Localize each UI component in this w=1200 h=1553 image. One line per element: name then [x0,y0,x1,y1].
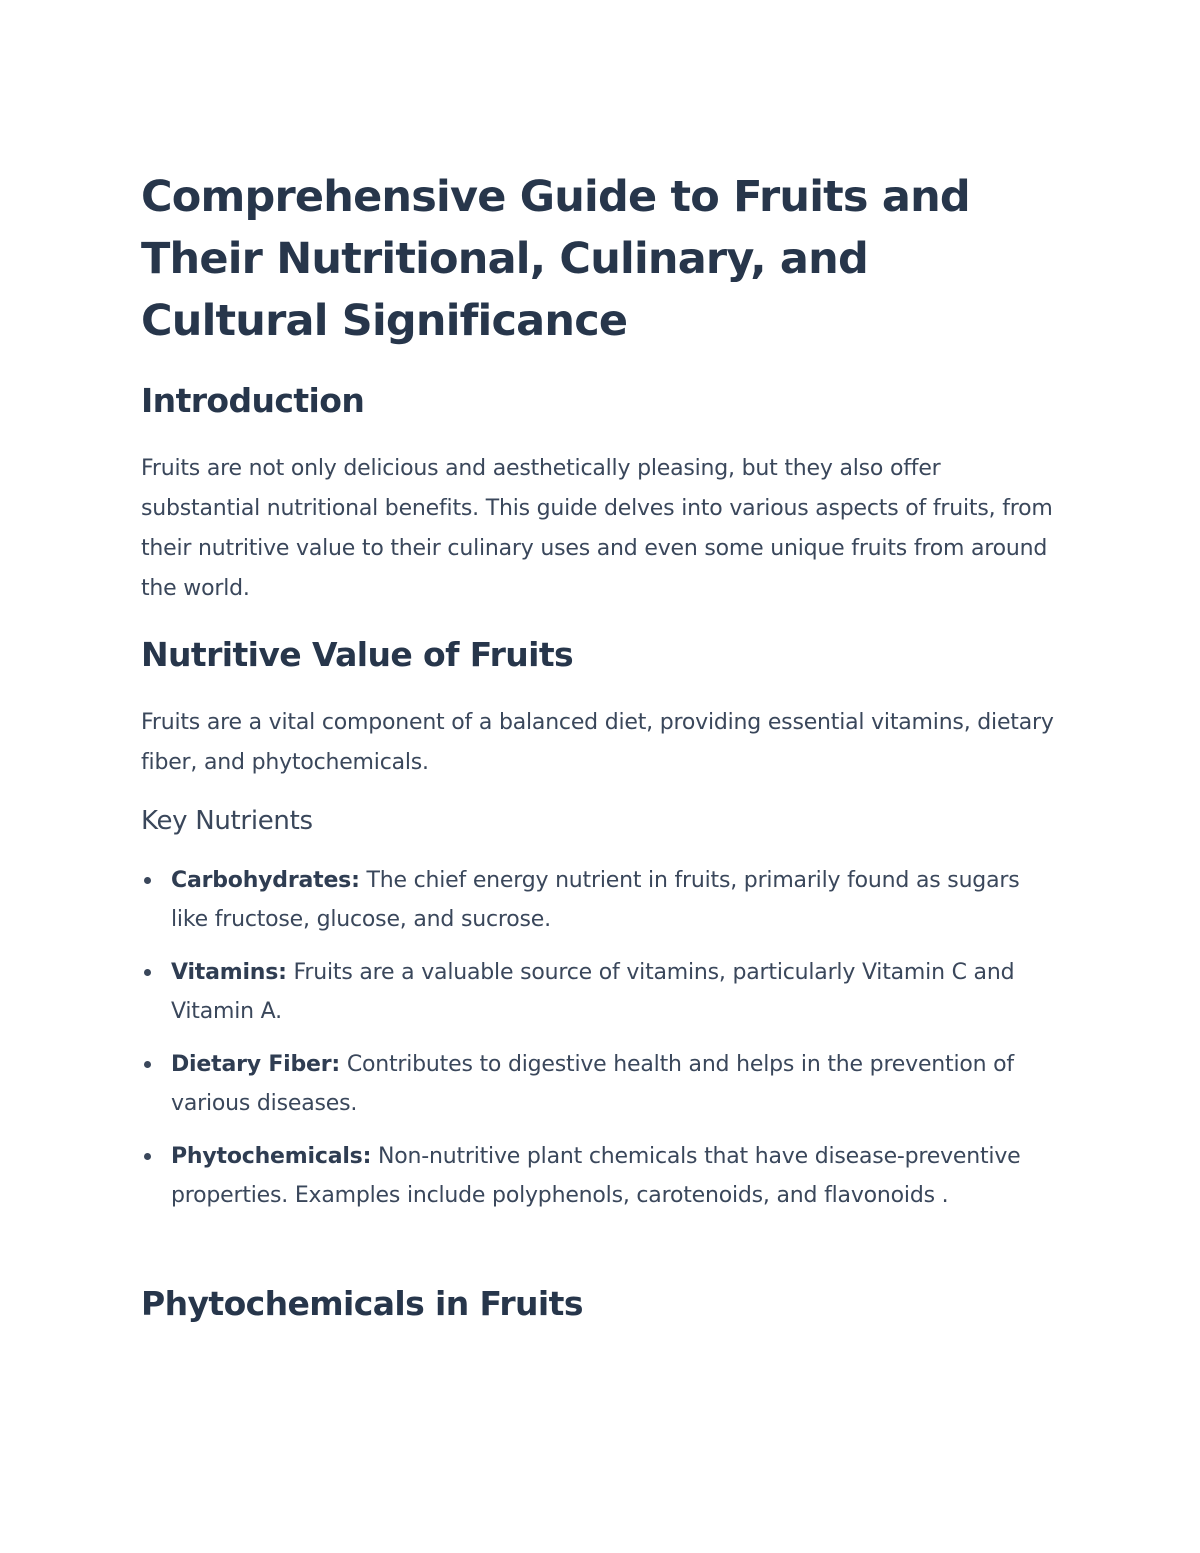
nutrient-description: Non-nutritive plant chemicals that have disease-preventive properties. Examples include polyphenols, carotenoids, and flavonoids . [171,1144,1021,1208]
bullet-icon [144,1061,151,1068]
section-heading-nutritive-value: Nutritive Value of Fruits [141,635,574,674]
document-title: Comprehensive Guide to Fruits and Their Nutritional, Culinary, and Cultural Significance [141,172,970,346]
section-heading-introduction: Introduction [141,381,365,420]
nutrient-term: Vitamins: [171,960,287,985]
nutritive-value-paragraph: Fruits are a vital component of a balanced diet, providing essential vitamins, dietary fiber, and phytochemicals. [141,710,1054,775]
bullet-icon [144,1153,151,1160]
list-item [141,1045,1059,1123]
list-item [141,953,1059,1031]
nutrient-term: Carbohydrates: [171,868,360,893]
introduction-paragraph: Fruits are not only delicious and aesthetically pleasing, but they also offer substantial nutritional benefits. This guide delves into various aspects of fruits, from their nutritive value to their culinary uses and even some unique fruits from around the world. [141,456,1053,601]
list-item [141,861,1059,939]
subheading-key-nutrients: Key Nutrients [141,806,313,836]
list-item [141,1137,1059,1215]
nutrient-description: Fruits are a valuable source of vitamins, particularly Vitamin C and Vitamin A. [171,960,1015,1024]
nutrient-description: Contributes to digestive health and helps in the prevention of various diseases. [171,1052,1014,1116]
nutrient-term: Phytochemicals: [171,1144,372,1169]
section-heading-phytochemicals: Phytochemicals in Fruits [141,1284,583,1323]
bullet-icon [144,877,151,884]
bullet-icon [144,969,151,976]
key-nutrients-list [141,861,1059,1229]
nutrient-description: The chief energy nutrient in fruits, primarily found as sugars like fructose, glucose, and sucrose. [171,868,1020,932]
nutrient-term: Dietary Fiber: [171,1052,341,1077]
